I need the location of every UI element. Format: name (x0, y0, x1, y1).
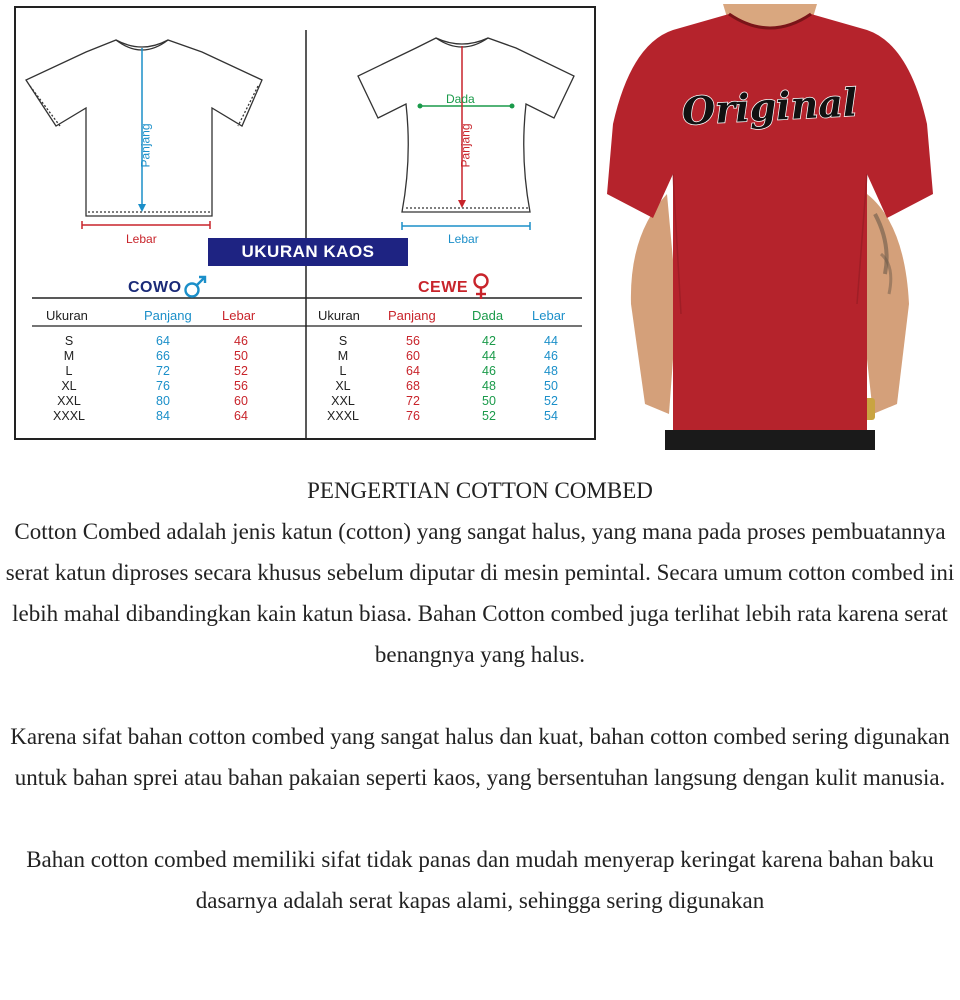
table-cell: 44 (482, 349, 496, 363)
women-dada-label: Dada (446, 92, 475, 106)
women-dada-column (472, 334, 506, 424)
table-cell: 72 (156, 364, 170, 378)
size-chart (14, 6, 596, 440)
table-cell: S (338, 334, 348, 348)
table-cell: XXXL (53, 409, 85, 423)
table-cell: 60 (406, 349, 420, 363)
shirt-print-text: Original (680, 79, 859, 134)
article-paragraph: Bahan cotton combed memiliki sifat tidak panas dan mudah menyerap keringat karena bahan baku dasarnya adalah serat kapas alami, sehingga sering digunakan (26, 847, 934, 913)
table-cell: 68 (406, 379, 420, 393)
table-cell: 52 (234, 364, 248, 378)
table-cell: 48 (482, 379, 496, 393)
table-cell: 76 (156, 379, 170, 393)
table-cell: 66 (156, 349, 170, 363)
table-cell: 64 (406, 364, 420, 378)
table-cell: 60 (234, 394, 248, 408)
women-lebar-column (534, 334, 568, 424)
table-cell: 48 (544, 364, 558, 378)
men-header-panjang: Panjang (144, 308, 192, 323)
model-pants (665, 430, 875, 450)
men-lebar-label: Lebar (126, 232, 157, 246)
article-paragraph: Karena sifat bahan cotton combed yang sangat halus dan kuat, bahan cotton combed sering digunakan untuk bahan sprei atau bahan pakaian seperti kaos, yang bersentuhan langsung dengan kulit manusia. (10, 724, 950, 790)
table-cell: M (337, 349, 349, 363)
table-cell: 72 (406, 394, 420, 408)
size-chart-banner: UKURAN KAOS (208, 238, 408, 266)
table-cell: 46 (544, 349, 558, 363)
men-label: COWO (128, 279, 182, 296)
male-symbol-icon (186, 277, 206, 297)
table-cell: 50 (482, 394, 496, 408)
table-cell: 64 (234, 409, 248, 423)
women-header-lebar: Lebar (532, 308, 566, 323)
women-size-column (320, 334, 366, 424)
women-panjang-label: Panjang (458, 123, 473, 168)
men-size-column (46, 334, 92, 424)
model-shirt-illustration (605, 4, 935, 450)
article-paragraph: Cotton Combed adalah jenis katun (cotton) yang sangat halus, yang mana pada proses pembuatannya serat katun diproses secara khusus sebelum diputar di mesin pemintal. Secara umum cotton combed ini lebih mahal dibandingkan kain katun biasa. Bahan Cotton combed juga terlihat lebih rata karena serat benangnya yang halus. (5, 519, 955, 667)
model-left-arm (861, 194, 909, 414)
women-panjang-column (396, 334, 430, 424)
table-cell: XXXL (327, 409, 359, 423)
table-cell: 56 (234, 379, 248, 393)
model-right-arm (631, 194, 677, 414)
table-cell: 46 (482, 364, 496, 378)
men-lebar-column (224, 334, 258, 424)
article (0, 470, 960, 921)
men-panjang-label: Panjang (138, 123, 153, 168)
men-header-lebar: Lebar (222, 308, 256, 323)
table-cell: 50 (234, 349, 248, 363)
table-cell: 44 (544, 334, 558, 348)
table-cell: 54 (544, 409, 558, 423)
size-chart-diagrams (16, 8, 596, 440)
women-header-panjang: Panjang (388, 308, 436, 323)
table-cell: M (63, 349, 75, 363)
product-photo (605, 4, 935, 450)
table-cell: XL (335, 379, 351, 393)
men-panjang-column (146, 334, 180, 424)
women-lebar-label: Lebar (448, 232, 479, 246)
women-header-dada: Dada (472, 308, 504, 323)
table-cell: 84 (156, 409, 170, 423)
table-cell: 50 (544, 379, 558, 393)
table-cell: 64 (156, 334, 170, 348)
table-cell: L (65, 364, 73, 378)
table-cell: 80 (156, 394, 170, 408)
table-cell: S (64, 334, 74, 348)
table-cell: 56 (406, 334, 420, 348)
female-symbol-icon (475, 275, 488, 300)
table-cell: XL (61, 379, 77, 393)
table-cell: 42 (482, 334, 496, 348)
women-header-ukuran: Ukuran (318, 308, 360, 323)
table-cell: 52 (482, 409, 496, 423)
article-heading: PENGERTIAN COTTON COMBED (307, 478, 653, 503)
women-label: CEWE (418, 279, 468, 296)
table-cell: 76 (406, 409, 420, 423)
men-header-ukuran: Ukuran (46, 308, 88, 323)
table-cell: L (339, 364, 347, 378)
table-cell: 52 (544, 394, 558, 408)
table-cell: 46 (234, 334, 248, 348)
table-cell: XXL (57, 394, 81, 408)
table-cell: XXL (331, 394, 355, 408)
